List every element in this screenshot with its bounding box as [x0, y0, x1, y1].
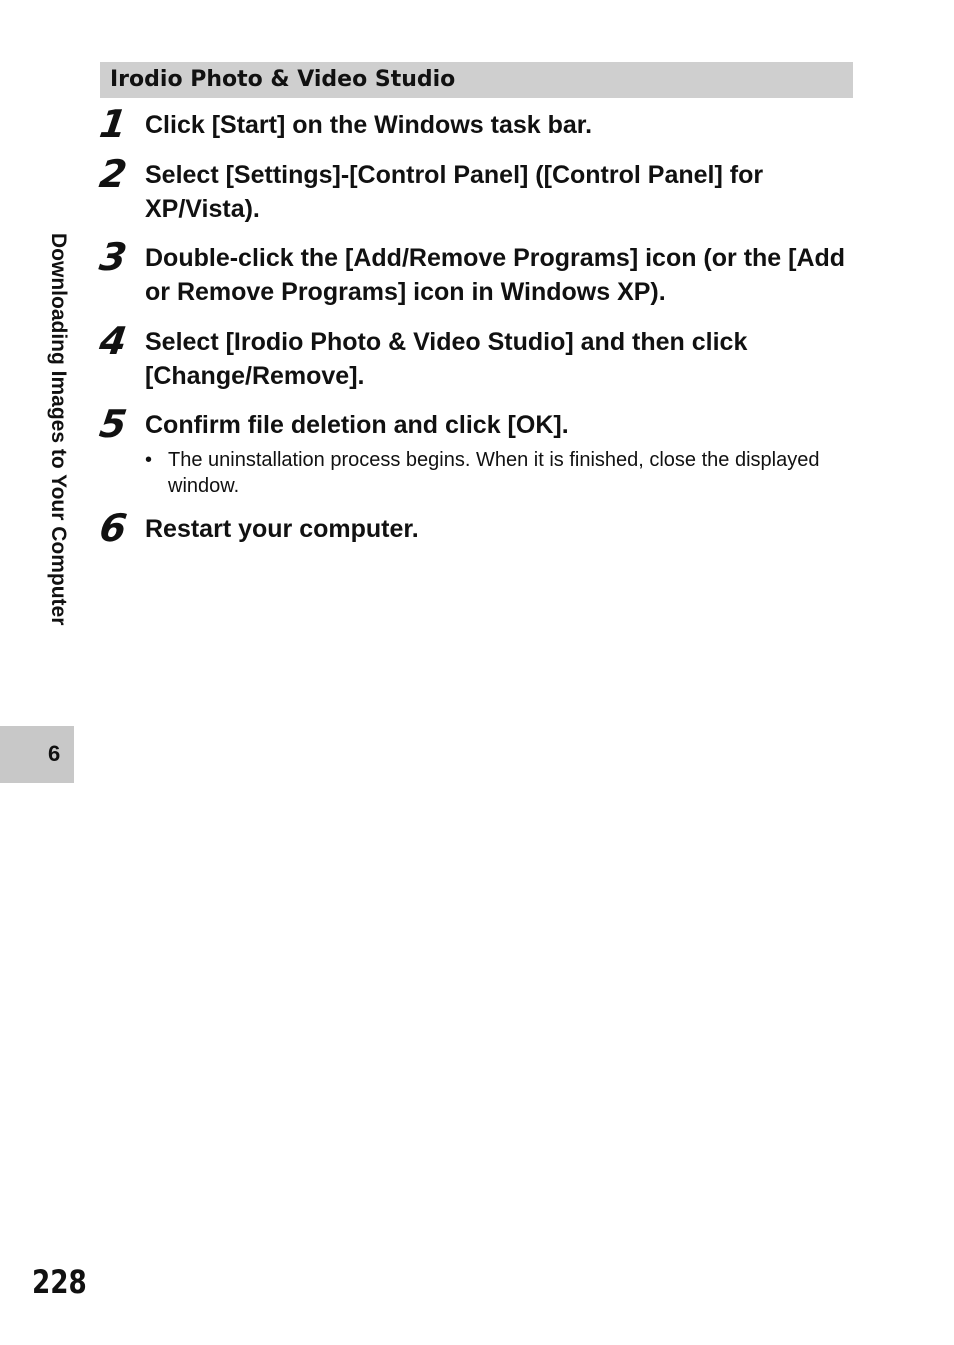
step-number: 6: [96, 506, 130, 550]
chapter-title: Downloading Images to Your Computer: [47, 233, 70, 626]
step-number: 3: [96, 235, 130, 279]
chapter-tab: [0, 726, 74, 783]
chapter-number: 6: [48, 741, 61, 766]
step-number: 4: [96, 319, 130, 363]
step-number: 5: [96, 402, 130, 446]
section-title: Irodio Photo & Video Studio: [110, 67, 456, 92]
chapter-side-label: [44, 233, 72, 715]
step-number: 1: [96, 102, 130, 146]
step-text: Click [Start] on the Windows task bar.: [145, 111, 593, 139]
step-text: Restart your computer.: [145, 515, 419, 543]
step-text: Double-click the [Add/Remove Programs] icon (or the [Add or Remove Programs] icon in Windows XP).: [145, 244, 846, 306]
step-text: Confirm file deletion and click [OK].: [145, 411, 569, 439]
bullet-marker: •: [145, 449, 153, 471]
step-text: Select [Irodio Photo & Video Studio] and then click [Change/Remove].: [145, 328, 748, 390]
note-text: The uninstallation process begins. When it is finished, close the displayed window.: [168, 449, 820, 497]
step-text: Select [Settings]-[Control Panel] ([Control Panel] for XP/Vista).: [145, 161, 764, 223]
step-5-note: [145, 447, 825, 499]
section-header: [100, 62, 853, 98]
step-number: 2: [96, 152, 130, 196]
page-number: 228: [32, 1263, 87, 1301]
